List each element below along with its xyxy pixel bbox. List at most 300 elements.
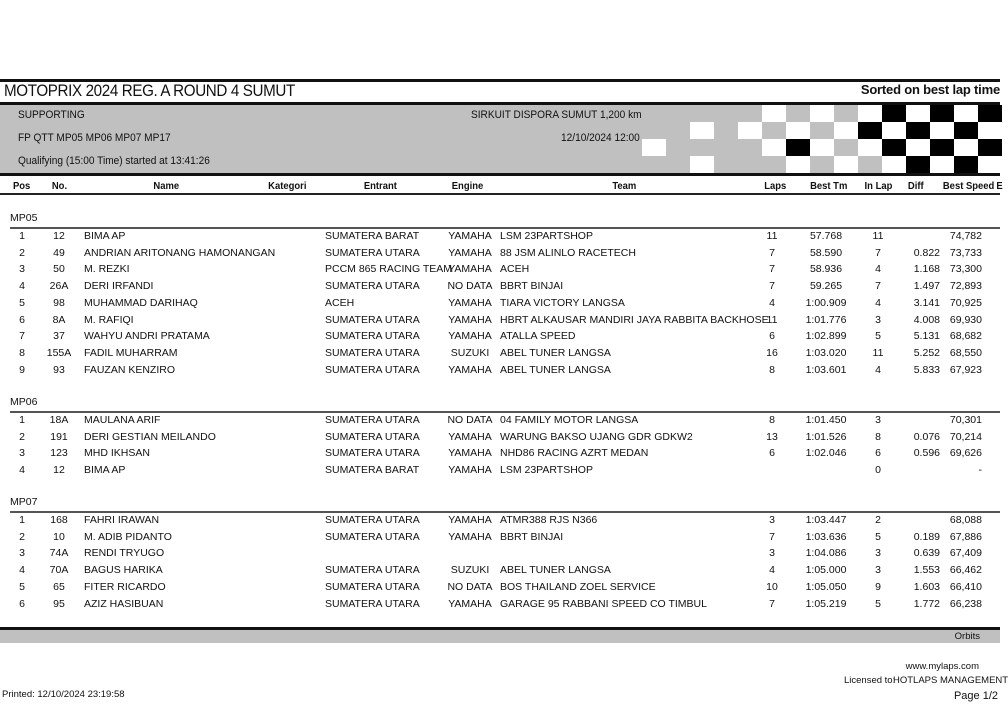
cell-pos: 1 [19, 230, 25, 242]
header-rule [0, 193, 1000, 195]
cell-no: 12 [53, 230, 65, 242]
cell-name: BIMA AP [84, 464, 126, 477]
col-no: No. [51, 180, 68, 192]
circuit-label: SIRKUIT DISPORA SUMUT 1,200 km [471, 109, 642, 121]
cell-entrant: SUMATERA UTARA [325, 330, 420, 343]
cell-best-tm: 59.265 [809, 280, 843, 293]
cell-pos: 6 [19, 313, 25, 326]
flag-cell [834, 105, 858, 122]
cell-entrant: SUMATERA UTARA [325, 280, 420, 293]
cell-best-speed: 66,462 [949, 564, 982, 577]
cell-engine: YAMAHA [448, 230, 492, 242]
cell-pos: 1 [19, 414, 25, 426]
table-row [0, 347, 1000, 364]
cell-engine: SUZUKI [450, 346, 490, 359]
cell-diff: 5.252 [913, 346, 940, 359]
cell-no: 93 [53, 363, 65, 376]
cell-diff: 1.497 [913, 280, 940, 293]
flag-cell [738, 122, 762, 139]
cell-best-tm: 1:02.046 [805, 447, 847, 460]
flag-cell [978, 139, 1002, 156]
cell-name: MUHAMMAD DARIHAQ [84, 296, 198, 309]
cell-pos: 8 [19, 346, 25, 359]
table-row [0, 547, 1000, 564]
table-row [0, 598, 1000, 615]
cell-name: FITER RICARDO [84, 580, 166, 593]
cell-pos: 5 [19, 580, 25, 593]
cell-in-lap: 3 [875, 564, 881, 577]
cell-team: 04 FAMILY MOTOR LANGSA [500, 414, 639, 426]
cell-in-lap: 0 [875, 464, 881, 477]
cell-diff: 5.833 [913, 363, 940, 376]
cell-laps: 3 [769, 547, 775, 560]
cell-team: BOS THAILAND ZOEL SERVICE [500, 580, 656, 593]
cell-best-tm: 1:00.909 [805, 296, 847, 309]
cell-entrant: SUMATERA UTARA [325, 580, 420, 593]
cell-name: M. RAFIQI [84, 313, 134, 326]
cell-laps: 7 [769, 530, 775, 543]
cell-best-speed: 72,893 [949, 280, 982, 293]
cell-name: BAGUS HARIKA [84, 564, 163, 577]
flag-cell [738, 105, 762, 122]
table-row [0, 263, 1000, 280]
flag-cell [882, 156, 906, 173]
table-row [0, 581, 1000, 598]
cell-best-speed: 66,410 [949, 580, 982, 593]
flag-cell [834, 156, 858, 173]
cell-best-speed: 74,782 [949, 230, 982, 242]
cell-in-lap: 11 [872, 230, 884, 242]
cell-pos: 9 [19, 363, 25, 376]
cell-name: WAHYU ANDRI PRATAMA [84, 330, 210, 343]
cell-team: ATALLA SPEED [500, 330, 576, 343]
cell-in-lap: 8 [875, 430, 881, 443]
cell-laps: 3 [769, 514, 775, 526]
col-entrant: Entrant [363, 180, 397, 192]
flag-cell [930, 156, 954, 173]
cell-engine: YAMAHA [448, 363, 492, 376]
flag-cell [906, 156, 930, 173]
flag-cell [810, 105, 834, 122]
cell-name: RENDI TRYUGO [84, 547, 165, 560]
datetime-label: 12/10/2024 12:00 [561, 132, 640, 144]
cell-engine: YAMAHA [448, 263, 492, 276]
flag-cell [690, 156, 714, 173]
flag-cell [642, 139, 666, 156]
cell-best-speed: 70,925 [949, 296, 982, 309]
cell-team: HBRT ALKAUSAR MANDIRI JAYA RABBITA BACKHOSE [500, 313, 769, 326]
col-pos: Pos [12, 180, 31, 192]
col-laps: Laps [764, 180, 787, 192]
cell-team: BBRT BINJAI [500, 530, 564, 543]
cell-laps: 11 [766, 313, 778, 326]
cell-laps: 7 [769, 597, 775, 610]
cell-engine: YAMAHA [448, 514, 492, 526]
cell-best-speed: 67,409 [949, 547, 982, 560]
cell-engine: YAMAHA [448, 464, 492, 477]
flag-cell [762, 139, 786, 156]
flag-cell [978, 105, 1002, 122]
cell-in-lap: 3 [875, 313, 881, 326]
cell-diff: 4.008 [913, 313, 940, 326]
cell-best-tm: 57.768 [809, 230, 843, 242]
table-row [0, 464, 1000, 481]
cell-team: ABEL TUNER LANGSA [500, 363, 611, 376]
cell-pos: 3 [19, 263, 25, 276]
cell-diff: 0.076 [913, 430, 940, 443]
cell-pos: 2 [19, 246, 25, 259]
col-cutoff: E [996, 180, 1003, 192]
flag-cell [978, 156, 1002, 173]
flag-cell [690, 122, 714, 139]
flag-cell [954, 139, 978, 156]
cell-team: WARUNG BAKSO UJANG GDR GDKW2 [500, 430, 693, 443]
cell-diff: 0.639 [913, 547, 940, 560]
cell-entrant: ACEH [325, 296, 355, 309]
cell-no: 70A [49, 564, 69, 577]
report-title: MOTOPRIX 2024 REG. A ROUND 4 SUMUT [4, 82, 295, 100]
cell-diff: 5.131 [913, 330, 940, 343]
cell-best-speed: 73,300 [949, 263, 982, 276]
flag-cell [882, 139, 906, 156]
cell-name: DERI GESTIAN MEILANDO [84, 430, 216, 443]
cell-pos: 7 [19, 330, 25, 343]
flag-cell [930, 139, 954, 156]
group-rule [10, 227, 1000, 229]
flag-cell [906, 105, 930, 122]
printed-timestamp: Printed: 12/10/2024 23:19:58 [2, 689, 125, 700]
cell-in-lap: 7 [875, 280, 881, 293]
cell-diff: 1.772 [913, 597, 940, 610]
cell-best-speed: 68,550 [949, 346, 982, 359]
session-label: FP QTT MP05 MP06 MP07 MP17 [18, 132, 171, 144]
cell-engine: YAMAHA [448, 246, 492, 259]
cell-entrant: SUMATERA UTARA [325, 447, 420, 460]
col-in-lap: In Lap [864, 180, 893, 192]
cell-best-tm: 1:03.636 [805, 530, 847, 543]
category-label: SUPPORTING [18, 109, 85, 121]
cell-in-lap: 6 [875, 447, 881, 460]
flag-cell [858, 122, 882, 139]
flag-cell [906, 139, 930, 156]
group-label: MP06 [10, 396, 38, 408]
cell-diff: 3.141 [913, 296, 940, 309]
flag-cell [762, 156, 786, 173]
cell-entrant: SUMATERA UTARA [325, 414, 420, 426]
cell-in-lap: 3 [875, 414, 881, 426]
cell-best-tm: 1:05.000 [805, 564, 847, 577]
website-link[interactable]: www.mylaps.com [905, 661, 979, 672]
group-rule [10, 511, 1000, 513]
cell-engine: SUZUKI [450, 564, 490, 577]
cell-best-tm: 1:05.219 [805, 597, 847, 610]
table-row [0, 314, 1000, 331]
cell-no: 8A [52, 313, 66, 326]
flag-cell [858, 156, 882, 173]
orbits-label: Orbits [954, 631, 980, 642]
table-row [0, 364, 1000, 381]
cell-engine: YAMAHA [448, 530, 492, 543]
cell-team: ACEH [500, 263, 530, 276]
cell-engine: YAMAHA [448, 447, 492, 460]
cell-in-lap: 5 [875, 597, 881, 610]
cell-pos: 3 [19, 547, 25, 560]
cell-team: LSM 23PARTSHOP [500, 464, 593, 477]
cell-best-tm: 1:05.050 [805, 580, 847, 593]
cell-engine: YAMAHA [448, 430, 492, 443]
table-row [0, 297, 1000, 314]
cell-diff: 0.596 [913, 447, 940, 460]
flag-cell [882, 122, 906, 139]
cell-no: 95 [53, 597, 65, 610]
cell-pos: 4 [19, 280, 25, 293]
cell-entrant: SUMATERA UTARA [325, 430, 420, 443]
cell-best-tm: 1:01.776 [805, 313, 847, 326]
table-row [0, 280, 1000, 297]
cell-in-lap: 4 [875, 363, 881, 376]
cell-entrant: PCCM 865 RACING TEAM [325, 263, 452, 276]
table-row [0, 447, 1000, 464]
col-best-tm: Best Tm [810, 180, 848, 192]
cell-laps: 4 [769, 564, 775, 577]
cell-team: 88 JSM ALINLO RACETECH [500, 246, 636, 259]
group-label: MP05 [10, 212, 38, 224]
cell-best-speed: 68,088 [949, 514, 982, 526]
cell-team: ATMR388 RJS N366 [500, 514, 598, 526]
cell-engine: YAMAHA [448, 330, 492, 343]
cell-team: LSM 23PARTSHOP [500, 230, 593, 242]
flag-cell [762, 122, 786, 139]
cell-in-lap: 3 [875, 547, 881, 560]
cell-in-lap: 4 [875, 296, 881, 309]
cell-entrant: SUMATERA BARAT [325, 464, 420, 477]
cell-pos: 5 [19, 296, 25, 309]
col-name: Name [153, 180, 180, 192]
cell-name: MAULANA ARIF [84, 414, 161, 426]
page-number: Page 1/2 [953, 690, 998, 702]
session-detail: Qualifying (15:00 Time) started at 13:41:26 [18, 155, 210, 167]
flag-cell [858, 139, 882, 156]
cell-engine: YAMAHA [448, 313, 492, 326]
table-row [0, 531, 1000, 548]
cell-team: BBRT BINJAI [500, 280, 564, 293]
cell-no: 26A [49, 280, 69, 293]
cell-no: 98 [53, 296, 65, 309]
cell-no: 168 [50, 514, 68, 526]
cell-engine: NO DATA [447, 414, 493, 426]
cell-name: ANDRIAN ARITONANG HAMONANGAN [84, 246, 276, 259]
cell-in-lap: 5 [875, 530, 881, 543]
cell-no: 65 [53, 580, 65, 593]
flag-cell [834, 122, 858, 139]
cell-best-tm: 1:03.601 [805, 363, 847, 376]
sort-note: Sorted on best lap time [860, 82, 1000, 97]
flag-cell [858, 105, 882, 122]
cell-no: 155A [46, 346, 72, 359]
group-label: MP07 [10, 496, 38, 508]
cell-no: 18A [49, 414, 69, 426]
cell-best-tm: 58.936 [809, 263, 843, 276]
info-rule [0, 173, 1000, 176]
cell-laps: 4 [769, 296, 775, 309]
cell-name: MHD IKHSAN [84, 447, 150, 460]
cell-name: BIMA AP [84, 230, 126, 242]
cell-engine: YAMAHA [448, 296, 492, 309]
cell-entrant: SUMATERA BARAT [325, 230, 420, 242]
cell-laps: 8 [769, 363, 775, 376]
cell-name: FADIL MUHARRAM [84, 346, 178, 359]
flag-cell [810, 156, 834, 173]
flag-cell [882, 105, 906, 122]
cell-entrant: SUMATERA UTARA [325, 564, 420, 577]
cell-best-speed: 66,238 [949, 597, 982, 610]
flag-cell [738, 139, 762, 156]
cell-best-tm: 1:04.086 [805, 547, 847, 560]
cell-no: 37 [53, 330, 65, 343]
flag-cell [978, 122, 1002, 139]
cell-entrant: SUMATERA UTARA [325, 346, 420, 359]
cell-name: M. ADIB PIDANTO [84, 530, 172, 543]
table-row [0, 431, 1000, 448]
cell-entrant: SUMATERA UTARA [325, 597, 420, 610]
flag-cell [906, 122, 930, 139]
cell-entrant: SUMATERA UTARA [325, 514, 420, 526]
cell-laps: 7 [769, 280, 775, 293]
col-team: Team [612, 180, 637, 192]
licensed-label: Licensed to: [844, 675, 896, 686]
cell-no: 12 [53, 464, 65, 477]
cell-in-lap: 9 [875, 580, 881, 593]
cell-laps: 6 [769, 330, 775, 343]
cell-best-speed: 69,626 [949, 447, 982, 460]
cell-pos: 3 [19, 447, 25, 460]
footer-band [0, 630, 1000, 643]
cell-diff: 1.553 [913, 564, 940, 577]
cell-entrant: SUMATERA UTARA [325, 313, 420, 326]
cell-team: ABEL TUNER LANGSA [500, 346, 611, 359]
cell-engine: NO DATA [447, 580, 493, 593]
cell-laps: 16 [766, 346, 778, 359]
cell-team: NHD86 RACING AZRT MEDAN [500, 447, 649, 460]
cell-laps: 6 [769, 447, 775, 460]
cell-in-lap: 11 [872, 346, 884, 359]
cell-team: ABEL TUNER LANGSA [500, 564, 611, 577]
cell-name: AZIZ HASIBUAN [84, 597, 164, 610]
flag-cell [786, 105, 810, 122]
cell-best-tm: 1:01.526 [805, 430, 847, 443]
cell-best-speed: 70,214 [949, 430, 982, 443]
cell-no: 74A [49, 547, 69, 560]
cell-diff: 1.603 [913, 580, 940, 593]
cell-laps: 7 [769, 263, 775, 276]
flag-cell [810, 122, 834, 139]
table-row [0, 564, 1000, 581]
licensee: HOTLAPS MANAGEMENT [893, 675, 1008, 686]
cell-pos: 2 [19, 530, 25, 543]
cell-pos: 2 [19, 430, 25, 443]
cell-best-speed: 68,682 [949, 330, 982, 343]
col-kategori: Kategori [268, 180, 307, 192]
cell-name: FAUZAN KENZIRO [84, 363, 176, 376]
flag-cell [738, 156, 762, 173]
cell-best-tm: 58.590 [809, 246, 843, 259]
cell-best-tm: 1:03.020 [805, 346, 847, 359]
cell-no: 50 [53, 263, 65, 276]
cell-no: 10 [53, 530, 65, 543]
cell-diff: 1.168 [913, 263, 940, 276]
cell-best-tm: 1:03.447 [805, 514, 847, 526]
col-diff: Diff [907, 180, 924, 192]
cell-pos: 1 [19, 514, 25, 526]
cell-team: TIARA VICTORY LANGSA [500, 296, 625, 309]
cell-in-lap: 2 [875, 514, 881, 526]
flag-cell [954, 122, 978, 139]
flag-cell [954, 105, 978, 122]
table-row [0, 414, 1000, 431]
cell-best-speed: 73,733 [949, 246, 982, 259]
col-engine: Engine [451, 180, 484, 192]
cell-pos: 4 [19, 564, 25, 577]
cell-best-speed: 67,923 [949, 363, 982, 376]
group-rule [10, 411, 1000, 413]
flag-cell [834, 139, 858, 156]
cell-laps: 10 [766, 580, 778, 593]
cell-team: GARAGE 95 RABBANI SPEED CO TIMBUL [500, 597, 707, 610]
cell-entrant: SUMATERA UTARA [325, 363, 420, 376]
table-row [0, 247, 1000, 264]
cell-pos: 4 [19, 464, 25, 477]
cell-name: FAHRI IRAWAN [84, 514, 160, 526]
checkered-flag-icon [0, 105, 1000, 173]
flag-cell [930, 105, 954, 122]
cell-entrant: SUMATERA UTARA [325, 246, 420, 259]
cell-laps: 13 [766, 430, 778, 443]
flag-cell [786, 122, 810, 139]
cell-in-lap: 7 [875, 246, 881, 259]
cell-best-tm: 1:02.899 [805, 330, 847, 343]
cell-no: 49 [53, 246, 65, 259]
cell-name: M. REZKI [84, 263, 130, 276]
flag-cell [810, 139, 834, 156]
col-best-speed: Best Speed [942, 180, 995, 192]
cell-no: 123 [50, 447, 68, 460]
session-info-band [0, 105, 1000, 173]
cell-pos: 6 [19, 597, 25, 610]
cell-best-speed: 67,886 [949, 530, 982, 543]
flag-cell [930, 122, 954, 139]
cell-no: 191 [50, 430, 68, 443]
flag-cell [786, 156, 810, 173]
cell-in-lap: 5 [875, 330, 881, 343]
cell-diff: 0.822 [913, 246, 940, 259]
flag-cell [954, 156, 978, 173]
table-row [0, 230, 1000, 247]
cell-laps: 8 [769, 414, 775, 426]
cell-laps: 11 [766, 230, 778, 242]
cell-name: DERI IRFANDI [84, 280, 154, 293]
table-row [0, 514, 1000, 531]
cell-engine: NO DATA [447, 280, 493, 293]
cell-engine: YAMAHA [448, 597, 492, 610]
cell-in-lap: 4 [875, 263, 881, 276]
cell-best-tm: 1:01.450 [805, 414, 847, 426]
cell-diff: 0.189 [913, 530, 940, 543]
cell-laps: 7 [769, 246, 775, 259]
cell-best-speed: - [978, 464, 982, 477]
flag-cell [786, 139, 810, 156]
flag-cell [762, 105, 786, 122]
cell-best-speed: 69,930 [949, 313, 982, 326]
